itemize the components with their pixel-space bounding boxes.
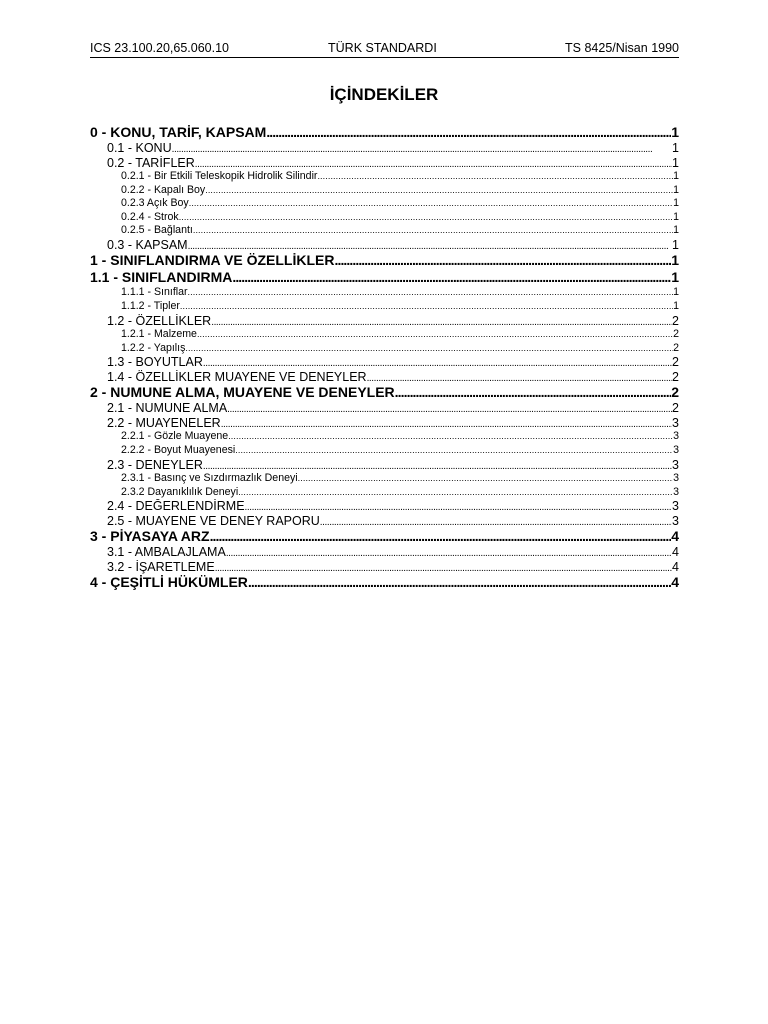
toc-entry-page-number: 3 xyxy=(673,443,679,456)
dot-leader xyxy=(395,384,672,400)
dot-leader xyxy=(185,342,673,354)
toc-entry-page-number: 2 xyxy=(673,328,679,341)
toc-entry-label: 1 - SINIFLANDIRMA VE ÖZELLİKLER xyxy=(90,252,335,269)
dot-leader xyxy=(205,184,673,196)
toc-entry-page-number: 2 xyxy=(672,313,679,328)
toc-entry-page-number: 3 xyxy=(673,472,679,485)
toc-entry-label: 2.3 - DENEYLER xyxy=(107,457,203,472)
toc-entry-page-number: 1 xyxy=(672,237,679,252)
toc-entry-label: 0.1 - KONU xyxy=(107,141,172,155)
dot-leader xyxy=(228,430,673,442)
toc-entry-label: 2.3.1 - Basınç ve Sızdırmazlık Deneyi xyxy=(121,472,298,485)
toc-entry-page-number: 1 xyxy=(671,252,679,269)
dot-leader xyxy=(248,574,671,590)
toc-entry[interactable] xyxy=(90,269,679,286)
toc-entry[interactable] xyxy=(90,355,679,370)
dot-leader xyxy=(235,444,673,456)
toc-entry[interactable] xyxy=(90,170,679,184)
toc-entry-label: 0.2.3 Açık Boy xyxy=(121,197,189,210)
toc-entry-label: 2.2.2 - Boyut Muayenesi xyxy=(121,443,236,456)
toc-entry-label: 3 - PİYASAYA ARZ xyxy=(90,528,210,545)
toc-entry[interactable] xyxy=(90,314,679,329)
toc-entry[interactable] xyxy=(90,486,679,500)
toc-entry-page-number: 4 xyxy=(671,528,679,545)
toc-entry[interactable] xyxy=(90,211,679,225)
toc-entry-page-number: 2 xyxy=(672,355,679,370)
toc-entry[interactable] xyxy=(90,514,679,529)
toc-entry[interactable] xyxy=(90,141,679,156)
toc-entry-page-number: 1 xyxy=(673,224,679,237)
toc-entry-page-number: 1 xyxy=(673,197,679,210)
toc-entry-label: 1.2 - ÖZELLİKLER xyxy=(107,313,212,328)
toc-entry-label: 2.2 - MUAYENELER xyxy=(107,415,221,430)
dot-leader xyxy=(172,141,672,155)
toc-entry[interactable] xyxy=(90,252,679,269)
dot-leader xyxy=(367,370,672,384)
toc-entry-label: 1.1.2 - Tipler xyxy=(121,300,180,313)
toc-entry-page-number: 2 xyxy=(671,384,679,401)
toc-entry-label: 0.2.2 - Kapalı Boy xyxy=(121,183,206,196)
toc-entry-label: 0.2.1 - Bir Etkili Teleskopik Hidrolik Silindir xyxy=(121,170,318,182)
toc-entry-page-number: 3 xyxy=(673,485,679,498)
toc-entry[interactable] xyxy=(90,370,679,385)
dot-leader xyxy=(226,545,672,559)
toc-entry-label: 2 - NUMUNE ALMA, MUAYENE VE DENEYLER xyxy=(90,384,395,401)
toc-entry[interactable] xyxy=(90,238,679,253)
toc-entry-page-number: 3 xyxy=(672,457,679,472)
dot-leader xyxy=(210,528,672,544)
dot-leader xyxy=(266,124,671,140)
toc-entry-label: 4 - ÇEŞİTLİ HÜKÜMLER xyxy=(90,574,248,591)
toc-entry-label: 0.2 - TARİFLER xyxy=(107,155,195,170)
toc-entry[interactable] xyxy=(90,430,679,444)
toc-entry-page-number: 1 xyxy=(673,210,679,223)
toc-entry[interactable] xyxy=(90,342,679,356)
dot-leader xyxy=(320,514,672,528)
toc-entry[interactable] xyxy=(90,560,679,575)
toc-entry-label: 1.3 - BOYUTLAR xyxy=(107,355,203,370)
toc-entry-label: 2.4 - DEĞERLENDİRME xyxy=(107,499,245,514)
dot-leader xyxy=(189,197,673,209)
toc-entry[interactable] xyxy=(90,416,679,431)
toc-entry-page-number: 3 xyxy=(672,499,679,514)
table-of-contents xyxy=(90,124,679,591)
toc-entry-page-number: 3 xyxy=(673,430,679,443)
dot-leader xyxy=(232,269,671,285)
toc-entry-label: 0.2.4 - Strok xyxy=(121,210,179,223)
toc-entry[interactable] xyxy=(90,499,679,514)
toc-entry-page-number: 4 xyxy=(671,574,679,591)
dot-leader xyxy=(179,211,673,223)
toc-entry-label: 3.1 - AMBALAJLAMA xyxy=(107,545,226,560)
dot-leader xyxy=(188,238,672,252)
toc-entry[interactable] xyxy=(90,574,679,591)
toc-entry-label: 0.3 - KAPSAM xyxy=(107,237,188,252)
dot-leader xyxy=(203,458,672,472)
dot-leader xyxy=(334,252,671,268)
toc-entry-label: 3.2 - İŞARETLEME xyxy=(107,559,215,574)
dot-leader xyxy=(195,156,672,170)
dot-leader xyxy=(317,170,673,182)
toc-entry[interactable] xyxy=(90,197,679,211)
toc-entry-label: 0.2.5 - Bağlantı xyxy=(121,224,193,237)
dot-leader xyxy=(188,286,674,298)
toc-entry-page-number: 2 xyxy=(673,341,679,354)
toc-entry-page-number: 3 xyxy=(672,513,679,528)
toc-entry-label: 1.2.2 - Yapılış xyxy=(121,341,186,354)
toc-entry[interactable] xyxy=(90,458,679,473)
toc-entry-page-number: 2 xyxy=(672,369,679,384)
toc-entry-page-number: 1 xyxy=(671,124,679,140)
dot-leader xyxy=(203,355,672,369)
toc-entry-label: 2.2.1 - Gözle Muayene xyxy=(121,430,229,443)
toc-entry[interactable] xyxy=(90,156,679,171)
toc-entry-label: 2.1 - NUMUNE ALMA xyxy=(107,401,228,416)
toc-entry-page-number: 4 xyxy=(672,559,679,574)
toc-entry-page-number: 1 xyxy=(673,170,679,182)
ics-code: ICS 23.100.20,65.060.10 xyxy=(90,41,230,55)
toc-entry-label: 2.5 - MUAYENE VE DENEY RAPORU xyxy=(107,513,320,528)
toc-entry[interactable] xyxy=(90,401,679,416)
toc-entry[interactable] xyxy=(90,528,679,545)
toc-entry[interactable] xyxy=(90,286,679,300)
toc-entry[interactable] xyxy=(90,328,679,342)
dot-leader xyxy=(238,486,673,498)
toc-entry-page-number: 4 xyxy=(672,545,679,560)
dot-leader xyxy=(211,314,672,328)
toc-entry[interactable] xyxy=(90,384,679,401)
toc-entry-page-number: 1 xyxy=(672,141,679,155)
toc-entry-page-number: 3 xyxy=(672,415,679,430)
toc-entry-page-number: 1 xyxy=(673,183,679,196)
dot-leader xyxy=(298,472,673,484)
dot-leader xyxy=(215,560,672,574)
toc-entry-page-number: 1 xyxy=(673,286,679,299)
toc-entry-label: 1.1 - SINIFLANDIRMA xyxy=(90,269,233,286)
toc-entry[interactable] xyxy=(90,224,679,238)
dot-leader xyxy=(227,401,672,415)
toc-entry[interactable] xyxy=(90,444,679,458)
standard-org: TÜRK STANDARDI xyxy=(328,41,437,55)
dot-leader xyxy=(221,416,672,430)
toc-entry-label: 1.1.1 - Sınıflar xyxy=(121,286,188,299)
toc-entry-label: 1.4 - ÖZELLİKLER MUAYENE VE DENEYLER xyxy=(107,369,367,384)
toc-entry-label: 1.2.1 - Malzeme xyxy=(121,328,197,341)
dot-leader xyxy=(180,300,673,312)
toc-entry-page-number: 2 xyxy=(672,401,679,416)
standard-number: TS 8425/Nisan 1990 xyxy=(565,41,679,55)
dot-leader xyxy=(245,499,673,513)
dot-leader xyxy=(197,328,673,340)
toc-entry[interactable] xyxy=(90,545,679,560)
toc-entry[interactable] xyxy=(90,124,679,141)
toc-entry[interactable] xyxy=(90,184,679,198)
toc-entry-label: 0 - KONU, TARİF, KAPSAM xyxy=(90,124,267,140)
toc-entry[interactable] xyxy=(90,300,679,314)
toc-entry-page-number: 1 xyxy=(673,300,679,313)
toc-entry-label: 2.3.2 Dayanıklılık Deneyi xyxy=(121,485,239,498)
toc-entry-page-number: 1 xyxy=(671,269,679,286)
toc-entry[interactable] xyxy=(90,472,679,486)
page-title: İÇİNDEKİLER xyxy=(329,85,439,104)
toc-entry-page-number: 1 xyxy=(672,155,679,170)
page-header xyxy=(90,41,679,58)
dot-leader xyxy=(193,224,673,236)
